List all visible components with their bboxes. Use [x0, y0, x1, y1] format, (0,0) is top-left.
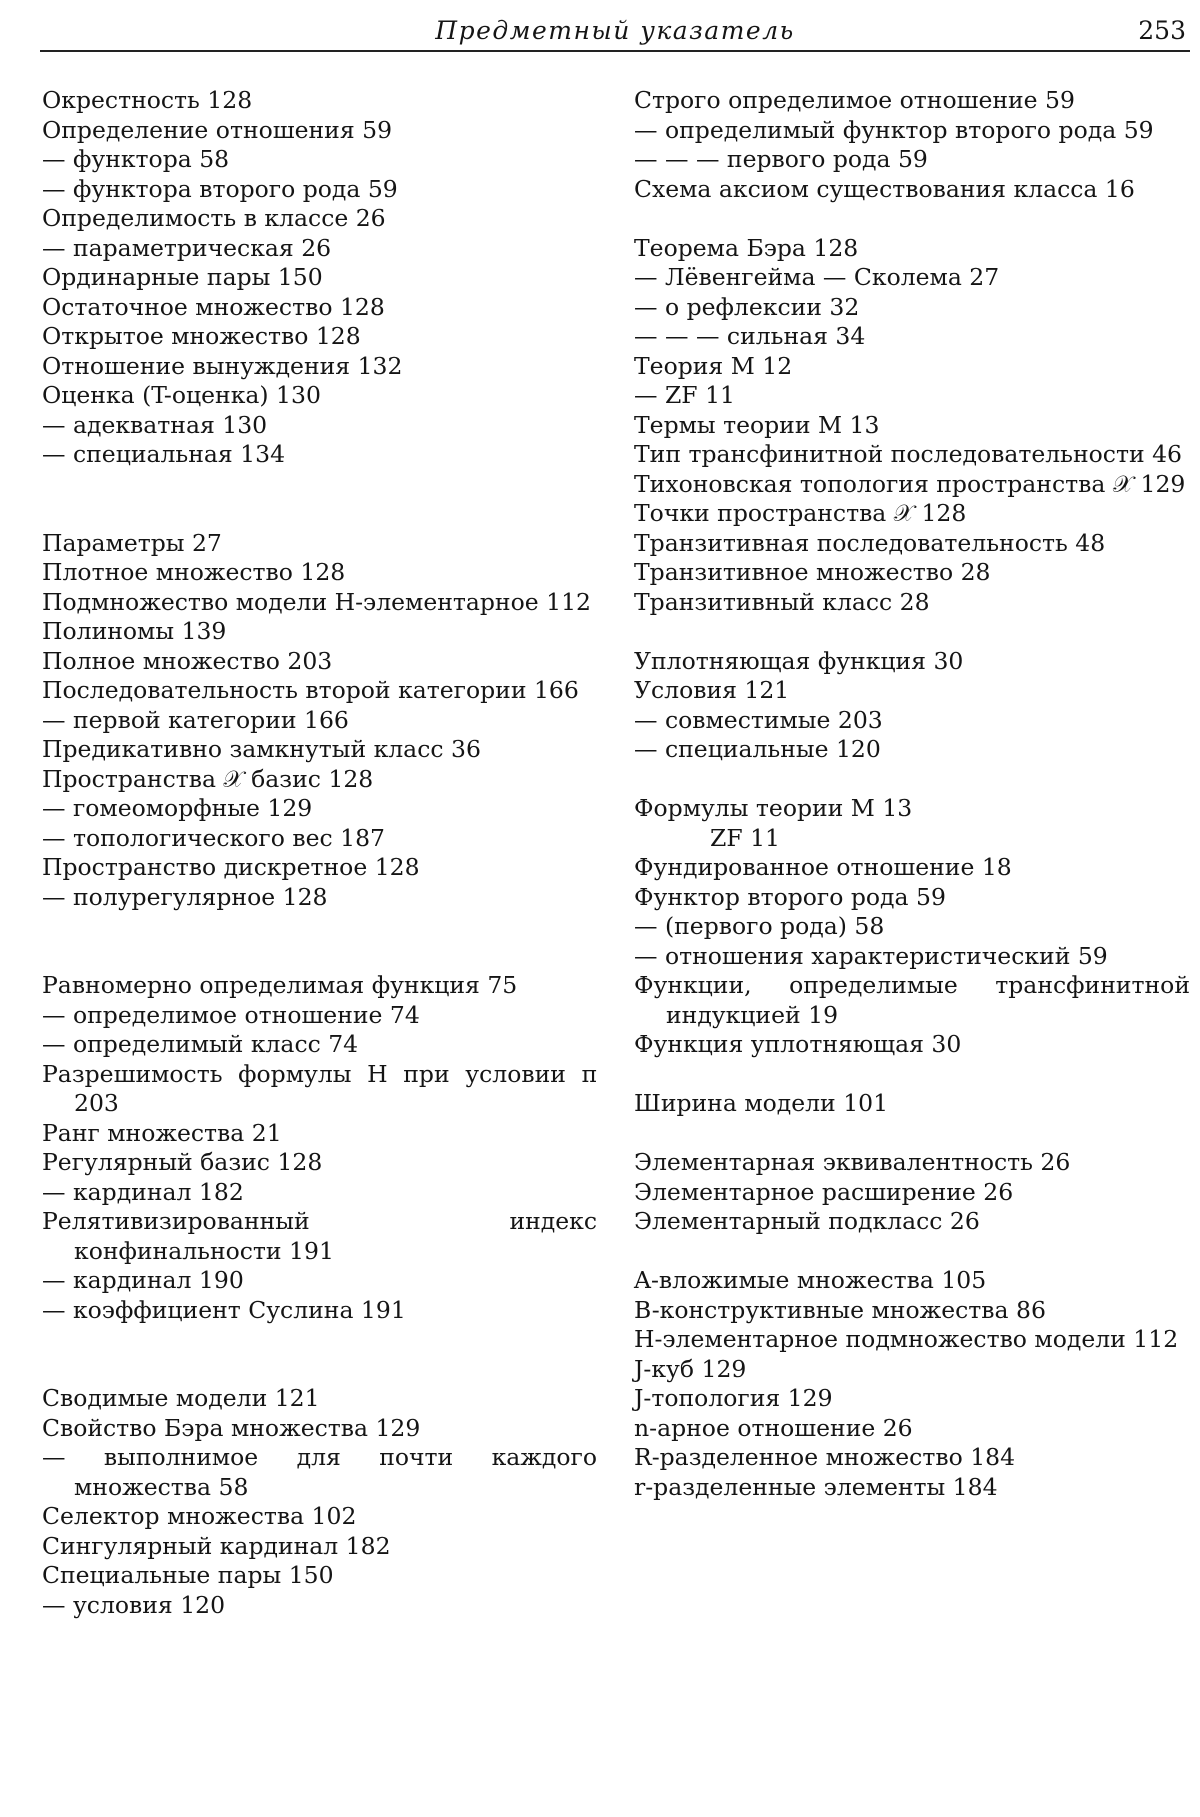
index-entry: Элементарное расширение 26: [634, 1177, 1014, 1206]
index-entry: Полиномы 139: [42, 617, 227, 645]
index-entry: Схема аксиом существования класса 16: [634, 174, 1135, 203]
section-gap: [634, 1237, 1190, 1267]
index-entry: Полное множество 203: [42, 646, 333, 675]
index-entry: Функции, определимые трансфинитной индукцией 19: [634, 971, 1190, 1029]
index-entry: Элементарный подкласс 26: [634, 1207, 980, 1235]
index-entry: n-арное отношение 26: [634, 1413, 913, 1442]
index-entry: Равномерно определимая функция 75: [42, 971, 518, 999]
index-entry: Релятивизированный индекс конфинальности 191: [42, 1207, 597, 1265]
index-entry: — кардинал 190: [42, 1266, 244, 1294]
index-entry: — условия 120: [42, 1590, 226, 1619]
index-entry: — гомеоморфные 129: [42, 794, 313, 822]
index-entry: Регулярный базис 128: [42, 1148, 323, 1176]
index-entry: — совместимые 203: [634, 705, 883, 734]
index-entry: — топологического вес 187: [42, 823, 385, 852]
index-entry: Строго определимое отношение 59: [634, 86, 1075, 114]
index-entry: Определение отношения 59: [42, 115, 393, 144]
index-entry: Уплотняющая функция 30: [634, 646, 964, 675]
section-gap: [42, 470, 597, 529]
index-entry: Элементарная эквивалентность 26: [634, 1148, 1071, 1176]
index-entry: Транзитивный класс 28: [634, 587, 930, 616]
index-entry: r-разделенные элементы 184: [634, 1472, 998, 1501]
section-gap: [634, 204, 1190, 234]
index-entry: Подмножество модели H-элементарное 112: [42, 587, 591, 616]
index-entry: Фундированное отношение 18: [634, 853, 1012, 881]
page-header: [40, 10, 1190, 52]
index-entry: — определимый класс 74: [42, 1030, 359, 1058]
index-entry: — функтора 58: [42, 145, 230, 173]
index-entry: — отношения характеристический 59: [634, 941, 1108, 970]
index-entry: Формулы теории M 13: [634, 794, 913, 822]
index-entry: Остаточное множество 128: [42, 292, 385, 321]
index-entry: J-куб 129: [634, 1354, 747, 1383]
index-entry: Термы теории M 13: [634, 410, 880, 439]
index-entry: Ординарные пары 150: [42, 263, 323, 291]
section-gap: [42, 1325, 597, 1384]
index-entry: ZF 11: [710, 823, 781, 852]
index-entry: Отношение вынуждения 132: [42, 351, 403, 380]
index-entry: H-элементарное подмножество модели 112: [634, 1325, 1179, 1353]
index-entry: Точки пространства 𝒳 128: [634, 499, 967, 527]
index-entry: — кардинал 182: [42, 1177, 244, 1206]
page-number: 253: [1138, 16, 1186, 45]
index-entry: Транзитивное множество 28: [634, 558, 991, 586]
index-entry: Окрестность 128: [42, 86, 253, 114]
index-entry: Предикативно замкнутый класс 36: [42, 735, 481, 763]
index-entry: Разрешимость формулы H при условии π 203: [42, 1059, 597, 1117]
index-entry: Свойство Бэра множества 129: [42, 1413, 421, 1442]
section-gap: [42, 912, 597, 971]
section-gap: [634, 1060, 1190, 1090]
index-entry: J-топология 129: [634, 1384, 833, 1412]
section-gap: [634, 765, 1190, 795]
index-entry: Ширина модели 101: [634, 1089, 889, 1117]
index-entry: R-разделенное множество 184: [634, 1443, 1016, 1471]
index-entry: — Лёвенгейма — Сколема 27: [634, 263, 1000, 291]
index-entry: Условия 121: [634, 676, 790, 704]
index-entry: — ZF 11: [634, 381, 735, 409]
index-entry: Тип трансфинитной последовательности 46: [634, 440, 1182, 468]
index-entry: — функтора второго рода 59: [42, 174, 398, 203]
index-entry: — — — сильная 34: [634, 322, 866, 350]
index-entry: Тихоновская топология пространства 𝒳 129: [634, 469, 1186, 498]
index-entry: — специальные 120: [634, 735, 881, 763]
index-column-right: [634, 86, 1190, 1502]
index-entry: — коэффициент Суслина 191: [42, 1295, 406, 1324]
index-entry: Теорема Бэра 128: [634, 233, 859, 262]
index-entry: Последовательность второй категории 166: [42, 676, 579, 704]
index-entry: Теория M 12: [634, 351, 793, 380]
index-entry: Пространство дискретное 128: [42, 853, 420, 881]
index-entry: — (первого рода) 58: [634, 912, 885, 940]
index-entry: Транзитивная последовательность 48: [634, 528, 1106, 557]
section-gap: [634, 1119, 1190, 1149]
index-entry: — определимый функтор второго рода 59: [634, 115, 1154, 144]
index-entry: B-конструктивные множества 86: [634, 1295, 1046, 1324]
index-entry: — параметрическая 26: [42, 233, 332, 262]
index-entry: Пространства 𝒳 базис 128: [42, 764, 374, 793]
section-gap: [634, 617, 1190, 647]
index-entry: — первой категории 166: [42, 705, 349, 734]
index-entry: — адекватная 130: [42, 410, 268, 439]
index-entry: Плотное множество 128: [42, 558, 346, 586]
index-entry: Параметры 27: [42, 528, 222, 557]
index-entry: Функция уплотняющая 30: [634, 1030, 962, 1058]
index-entry: A-вложимые множества 105: [634, 1266, 987, 1294]
index-entry: Ранг множества 21: [42, 1118, 282, 1147]
index-entry: — выполнимое для почти каждого множества 58: [42, 1443, 597, 1501]
index-entry: Открытое множество 128: [42, 322, 361, 350]
index-entry: Оценка (T-оценка) 130: [42, 381, 321, 409]
index-entry: Сингулярный кардинал 182: [42, 1531, 391, 1560]
index-entry: Функтор второго рода 59: [634, 882, 946, 911]
index-entry: — определимое отношение 74: [42, 1000, 420, 1029]
index-entry: — — — первого рода 59: [634, 145, 928, 173]
index-entry: — о рефлексии 32: [634, 292, 860, 321]
index-entry: Сводимые модели 121: [42, 1384, 320, 1412]
index-entry: Селектор множества 102: [42, 1502, 357, 1530]
index-entry: Определимость в классе 26: [42, 204, 386, 232]
running-title: Предметный указатель: [435, 16, 795, 45]
index-entry: — полурегулярное 128: [42, 882, 328, 911]
index-column-left: [42, 86, 597, 1620]
index-entry: — специальная 134: [42, 440, 286, 468]
index-entry: Специальные пары 150: [42, 1561, 334, 1589]
